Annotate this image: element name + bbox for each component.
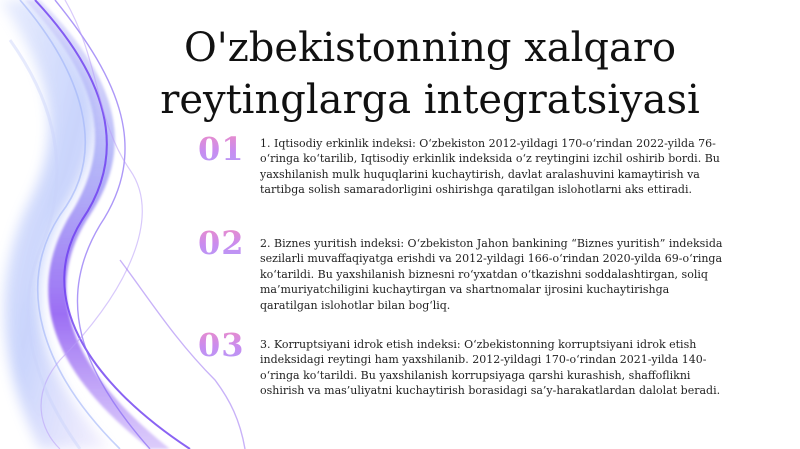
- item-number-2: 02: [198, 224, 245, 262]
- item-text-1: 1. Iqtisodiy erkinlik indeksi: O‘zbekiston 2012-yildagi 170-o‘rindan 2022-yilda 76-o‘ringa ko‘tarilib, Iqtisodiy erkinlik indeksida o‘z reytingini izchil oshirib bordi. Bu yaxshilanish mulk huquqlarini kuchaytirish, davlat aralashuvini kamaytirish va tartibga solish samaradorligini oshirishga qaratilgan islohotlarni aks ettiradi.: [260, 137, 720, 197]
- item-number-1: 01: [198, 130, 245, 168]
- item-number-3: 03: [198, 326, 245, 364]
- item-text-2: 2. Biznes yuritish indeksi: O‘zbekiston Jahon bankining “Biznes yuritish” indeksida sezilarli muvaffaqiyatga erishdi va 2012-yildagi 166-o‘rindan 2020-yilda 69-o‘ringa ko‘tarildi. Bu yaxshilanish biznesni ro‘yxatdan o‘tkazishni soddalashtirgan, soliq ma’muriyatchiligini kuchaytirgan va shartnomalar ijrosini kuchaytirishga qaratilgan islohotlar bilan bog‘liq.: [260, 237, 723, 312]
- item-text-3: 3. Korruptsiyani idrok etish indeksi: O‘zbekistonning korruptsiyani idrok etish indeksidagi reytingi ham yaxshilanib. 2012-yildagi 170-o‘rindan 2021-yilda 140-o‘ringa ko‘tarildi. Bu yaxshilanish korrupsiyaga qarshi kurashish, shaffoflikni oshirish va mas’uliyatni kuchaytirish borasidagi sa’y-harakatlardan dalolat beradi.: [260, 338, 721, 398]
- slide-title: O'zbekistonning xalqaro reytinglarga integratsiyasi: [160, 25, 700, 123]
